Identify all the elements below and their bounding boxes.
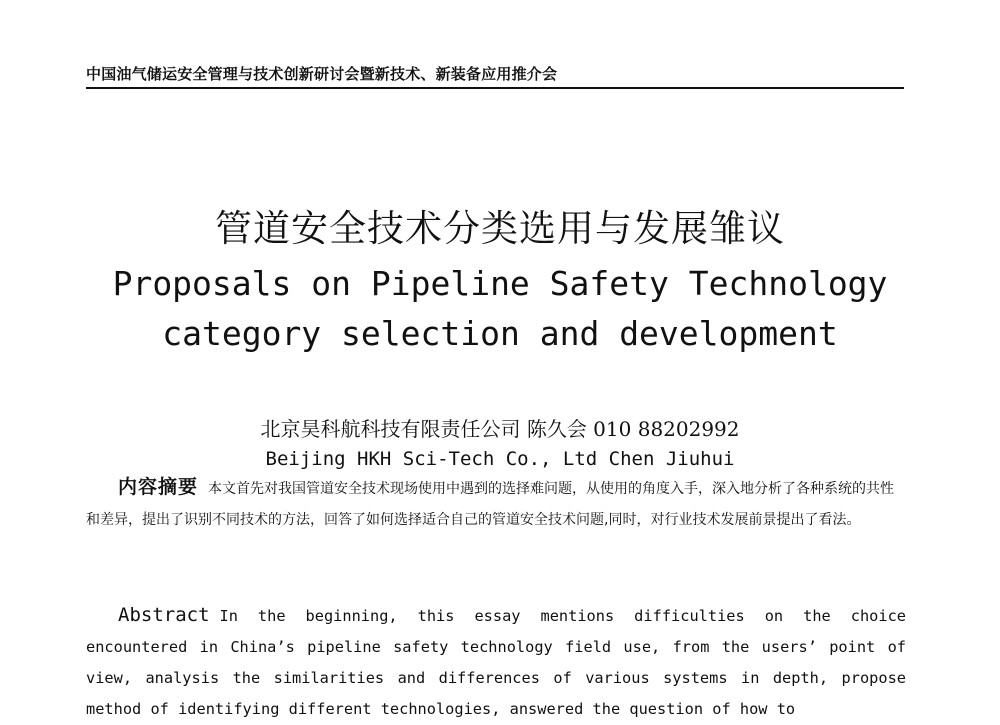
- abstract-english: [86, 600, 906, 725]
- title-english-line-1: Proposals on Pipeline Safety Technology: [112, 264, 888, 303]
- abstract-chinese: [86, 472, 906, 536]
- title-english: [0, 259, 1000, 359]
- abstract-english-text: In the beginning, this essay mentions difficulties on the choice encountered in China’s pipeline safety technology field use, from the users’ point of view, analysis the similarities and differences of various systems in depth, propose method of identifying different technologies, answered the question of how to: [86, 607, 906, 718]
- running-header: 中国油气储运安全管理与技术创新研讨会暨新技术、新装备应用推介会: [86, 65, 558, 83]
- title-chinese: 管道安全技术分类选用与发展雏议: [215, 207, 785, 250]
- author-chinese: 北京昊科航科技有限责任公司 陈久会 010 88202992: [260, 417, 740, 441]
- author-english: Beijing HKH Sci-Tech Co., Ltd Chen Jiuhui: [265, 448, 735, 470]
- abstract-chinese-label: 内容摘要: [118, 476, 199, 498]
- abstract-english-label: Abstract: [118, 604, 210, 626]
- header-rule: [86, 87, 904, 89]
- abstract-chinese-text: 本文首先对我国管道安全技术现场使用中遇到的选择难问题，从使用的角度入手，深入地分析了各种系统的共性和差异，提出了识别不同技术的方法，回答了如何选择适合自己的管道安全技术问题,同时，对行业技术发展前景提出了看法。: [86, 481, 895, 528]
- title-english-line-2: category selection and development: [162, 314, 838, 353]
